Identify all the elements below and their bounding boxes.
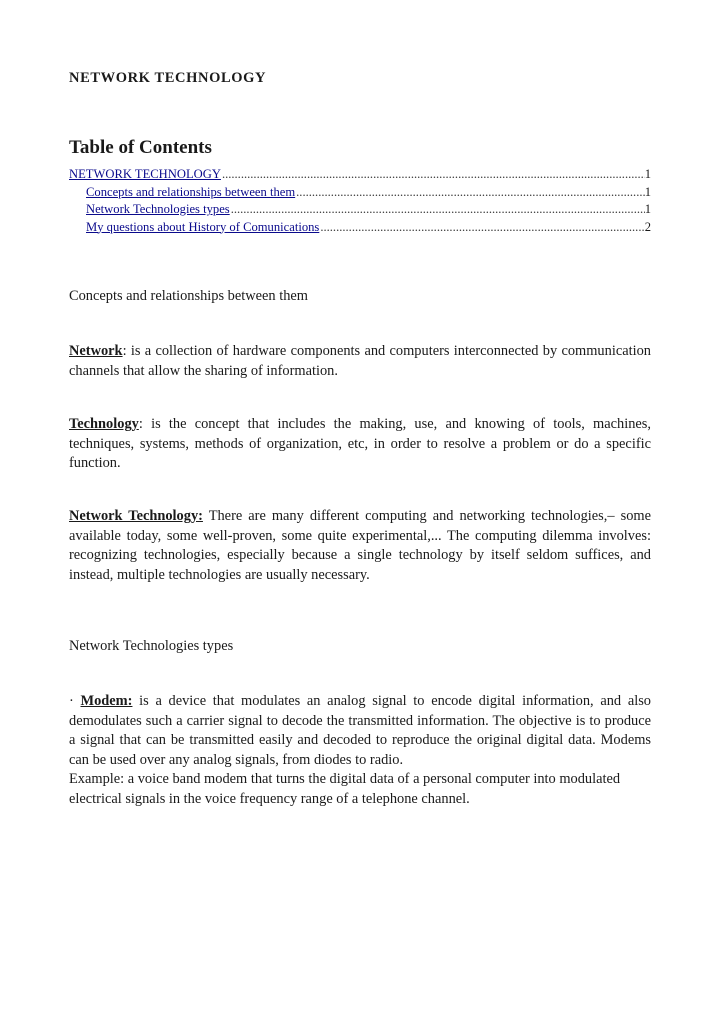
toc-heading: Table of Contents [69, 137, 212, 158]
table-of-contents [69, 166, 651, 236]
example-modem: Example: a voice band modem that turns the digital data of a personal computer into modulated electrical signals in the voice frequency range of a telephone channel. [69, 771, 621, 807]
toc-entry[interactable] [69, 219, 651, 237]
term-network: Network [69, 343, 123, 359]
paragraph-technology [69, 415, 651, 474]
document-title: NETWORK TECHNOLOGY [69, 70, 267, 86]
toc-entry[interactable] [69, 184, 651, 202]
definition-modem: is a device that modulates an analog signal to encode digital information, and also demodulates such a carrier signal to decode the transmitted information. The objective is to produce a signal that can be transmitted easily and decoded to reproduce the original digital data. Modems can be used over any analog signals, from diodes to radio. [69, 693, 651, 768]
section-heading-concepts: Concepts and relationships between them [69, 288, 308, 304]
definition-technology: : is the concept that includes the making, use, and knowing of tools, machines, techniques, systems, methods of organization, etc, in order to resolve a problem or do a specific function. [69, 416, 651, 471]
paragraph-modem [69, 692, 651, 809]
toc-link-my-questions[interactable]: My questions about History of Comunications [86, 219, 320, 234]
toc-page-number: 1 [644, 184, 651, 199]
term-technology: Technology [69, 416, 139, 432]
toc-page-number: 1 [644, 167, 651, 181]
definition-network: : is a collection of hardware components and computers interconnected by communication channels that allow the sharing of information. [69, 343, 651, 379]
toc-leader-dots [296, 184, 645, 202]
bullet: · [69, 693, 81, 709]
toc-page-number: 2 [644, 219, 651, 234]
section-heading-technology-types: Network Technologies types [69, 638, 234, 654]
toc-entry[interactable] [69, 166, 651, 184]
term-modem: Modem: [80, 693, 133, 709]
toc-link-network-technology[interactable]: NETWORK TECHNOLOGY [69, 167, 221, 181]
toc-leader-dots [320, 219, 644, 237]
toc-leader-dots [231, 201, 645, 219]
toc-entry[interactable] [69, 201, 651, 219]
paragraph-network [69, 342, 651, 381]
toc-link-concepts[interactable]: Concepts and relationships between them [86, 184, 296, 199]
toc-page-number: 1 [644, 202, 651, 216]
definition-network-technology: There are many different computing and networking technologies,– some available today, some well-proven, some quite experimental,... The computing dilemma involves: recognizing technologies, especially because a single technology by itself seldom suffices, and instead, multiple technologies are usually necessary. [69, 508, 651, 583]
toc-leader-dots [222, 166, 645, 184]
paragraph-network-technology [69, 507, 651, 585]
toc-link-technology-types[interactable]: Network Technologies types [86, 202, 230, 216]
term-network-technology: Network Technology: [69, 508, 203, 524]
